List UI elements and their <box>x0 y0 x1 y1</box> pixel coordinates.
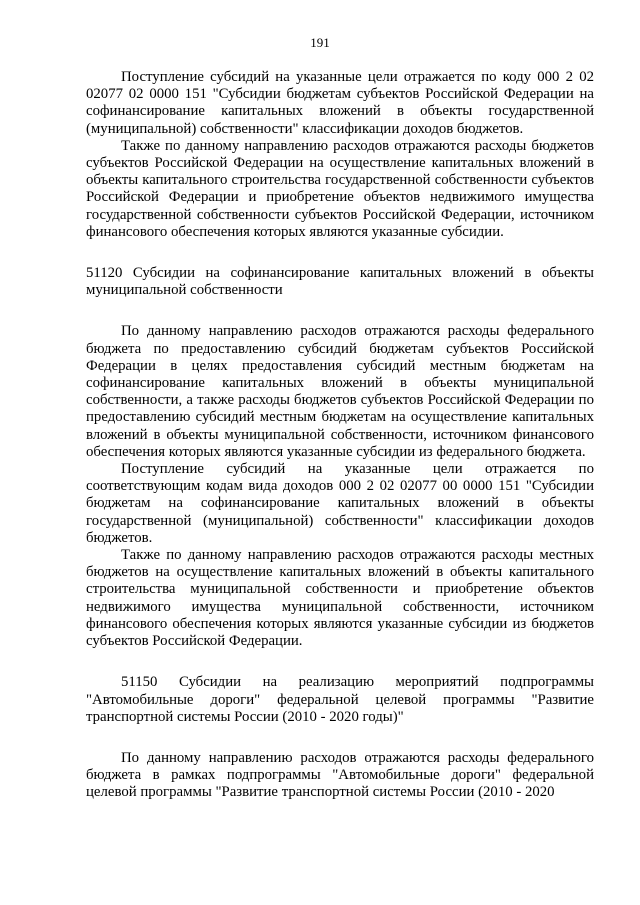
paragraph: Поступление субсидий на указанные цели отражается по соответствующим кодам вида доходов 000 2 02 02077 00 0000 151 "Субсидии бюджетам на софинансирование капитальных вложений в объекты государственной (муниципальной) собственности" классификации доходов бюджетов. <box>86 461 594 546</box>
page-number: 191 <box>310 35 330 50</box>
section-gap <box>86 650 594 674</box>
document-body <box>86 69 594 802</box>
paragraph: Также по данному направлению расходов отражаются расходы местных бюджетов на осуществление капитальных вложений в объекты капитального строительства муниципальной собственности и приобретение объектов недвижимого имущества муниципальной собственности, источником финансового обеспечения которых являются указанные субсидии из бюджетов субъектов Российской Федерации. <box>86 547 594 650</box>
paragraph: Поступление субсидий на указанные цели отражается по коду 000 2 02 02077 02 0000 151 "Субсидии бюджетам субъектов Российской Федерации на софинансирование капитальных вложений в объекты государственной (муниципальной) собственности" классификации доходов бюджетов. <box>86 69 594 137</box>
section-gap <box>86 241 594 265</box>
section-gap <box>86 726 594 750</box>
paragraph: По данному направлению расходов отражаются расходы федерального бюджета по предоставлению субсидий бюджетам субъектов Российской Федерации в целях предоставления субсидий местным бюджетам на софинансирование капитальных вложений в объекты муниципальной собственности, а также расходы бюджетов субъектов Российской Федерации по предоставлению субсидий местным бюджетам на осуществление капитальных вложений в объекты муниципальной собственности, источником финансового обеспечения которых являются указанные субсидии из федерального бюджета. <box>86 323 594 460</box>
section-heading: 51120 Субсидии на софинансирование капитальных вложений в объекты муниципальной собственности <box>86 265 594 299</box>
paragraph: Также по данному направлению расходов отражаются расходы бюджетов субъектов Российской Федерации на осуществление капитальных вложений в объекты капитального строительства государственной собственности субъектов Российской Федерации и приобретение объектов недвижимого имущества государственной собственности субъектов Российской Федерации, источником финансового обеспечения которых являются указанные субсидии. <box>86 137 594 240</box>
paragraph: По данному направлению расходов отражаются расходы федерального бюджета в рамках подпрограммы "Автомобильные дороги" федеральной целевой программы "Развитие транспортной системы России (2010 - 2020 <box>86 749 594 801</box>
section-gap <box>86 299 594 323</box>
section-heading: 51150 Субсидии на реализацию мероприятий подпрограммы "Автомобильные дороги" федеральной целевой программы "Развитие транспортной системы России (2010 - 2020 годы)" <box>86 674 594 725</box>
